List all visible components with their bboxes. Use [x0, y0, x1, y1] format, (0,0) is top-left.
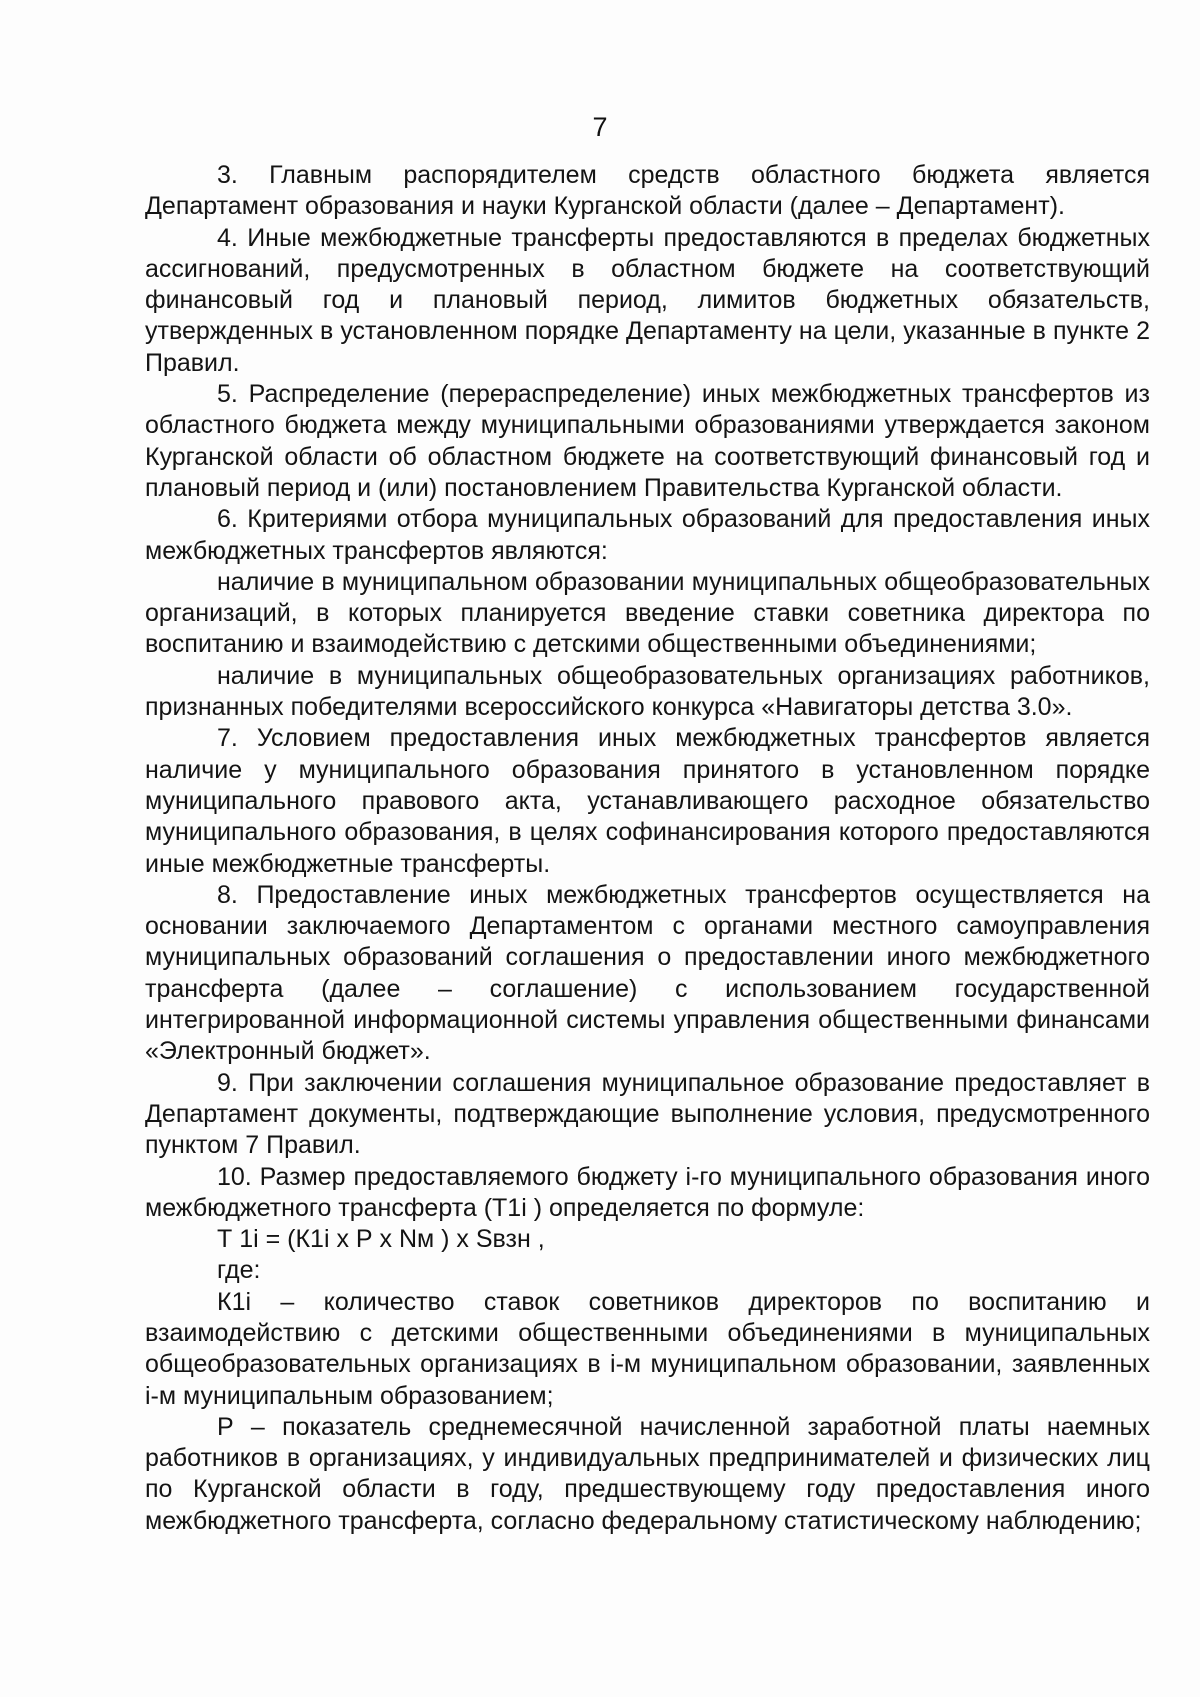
formula-where: где:	[217, 1256, 261, 1285]
paragraph-10: 10. Размер предоставляемого бюджету i-го муниципального образования иного межбюджетного трансферта (Т1i ) определяется по формуле:	[145, 1162, 1150, 1222]
document-body	[145, 160, 1150, 1537]
paragraph-6-criterion-2: наличие в муниципальных общеобразовательных организациях работников, признанных победителями всероссийского конкурса «Навигаторы детства 3.0».	[145, 661, 1150, 722]
paragraph-6-criterion-1: наличие в муниципальном образовании муниципальных общеобразовательных организаций, в которых планируется введение ставки советника директора по воспитанию и взаимодействию с детскими общественными объединениями;	[145, 567, 1150, 659]
paragraph-4: 4. Иные межбюджетные трансферты предоставляются в пределах бюджетных ассигнований, предусмотренных в областном бюджете на соответствующий финансовый год и плановый период, лимитов бюджетных обязательств, утвержденных в установленном порядке Департаменту на цели, указанные в пункте 2 Правил.	[145, 223, 1150, 377]
paragraph-5: 5. Распределение (перераспределение) иных межбюджетных трансфертов из областного бюджета между муниципальными образованиями утверждается законом Курганской области об областном бюджете на соответствующий финансовый год и плановый период и (или) постановлением Правительства Курганской области.	[145, 380, 1150, 502]
paragraph-6: 6. Критериями отбора муниципальных образований для предоставления иных межбюджетных трансфертов являются:	[145, 505, 1150, 565]
paragraph-7: 7. Условием предоставления иных межбюджетных трансфертов является наличие у муниципального образования принятого в установленном порядке муниципального правового акта, устанавливающего расходное обязательство муниципального образования, в целях софинансирования которого предоставляются иные межбюджетные трансферты.	[145, 724, 1150, 878]
definition-p: Р – показатель среднемесячной начисленной заработной платы наемных работников в организациях, у индивидуальных предпринимателей и физических лиц по Курганской области в году, предшествующему году предоставления иного межбюджетного трансферта, согласно федеральному статистическому наблюдению;	[145, 1412, 1150, 1535]
paragraph-9: 9. При заключении соглашения муниципальное образование предоставляет в Департамент документы, подтверждающие выполнение условия, предусмотренного пунктом 7 Правил.	[145, 1068, 1150, 1160]
paragraph-3: 3. Главным распорядителем средств областного бюджета является Департамент образования и науки Курганской области (далее – Департамент).	[145, 161, 1150, 221]
page-number: 7	[592, 112, 608, 142]
formula: Т 1i = (К1i х Р х Nм ) х Sвзн ,	[217, 1225, 545, 1254]
definition-k1i: К1i – количество ставок советников директоров по воспитанию и взаимодействию с детскими общественными объединениями в муниципальных общеобразовательных организациях в i-м муниципальном образовании, заявленных i-м муниципальным образованием;	[145, 1287, 1150, 1410]
paragraph-8: 8. Предоставление иных межбюджетных трансфертов осуществляется на основании заключаемого Департаментом с органами местного самоуправления муниципальных образований соглашения о предоставлении иного межбюджетного трансферта (далее – соглашение) с использованием государственной интегрированной информационной системы управления общественными финансами «Электронный бюджет».	[145, 880, 1150, 1066]
